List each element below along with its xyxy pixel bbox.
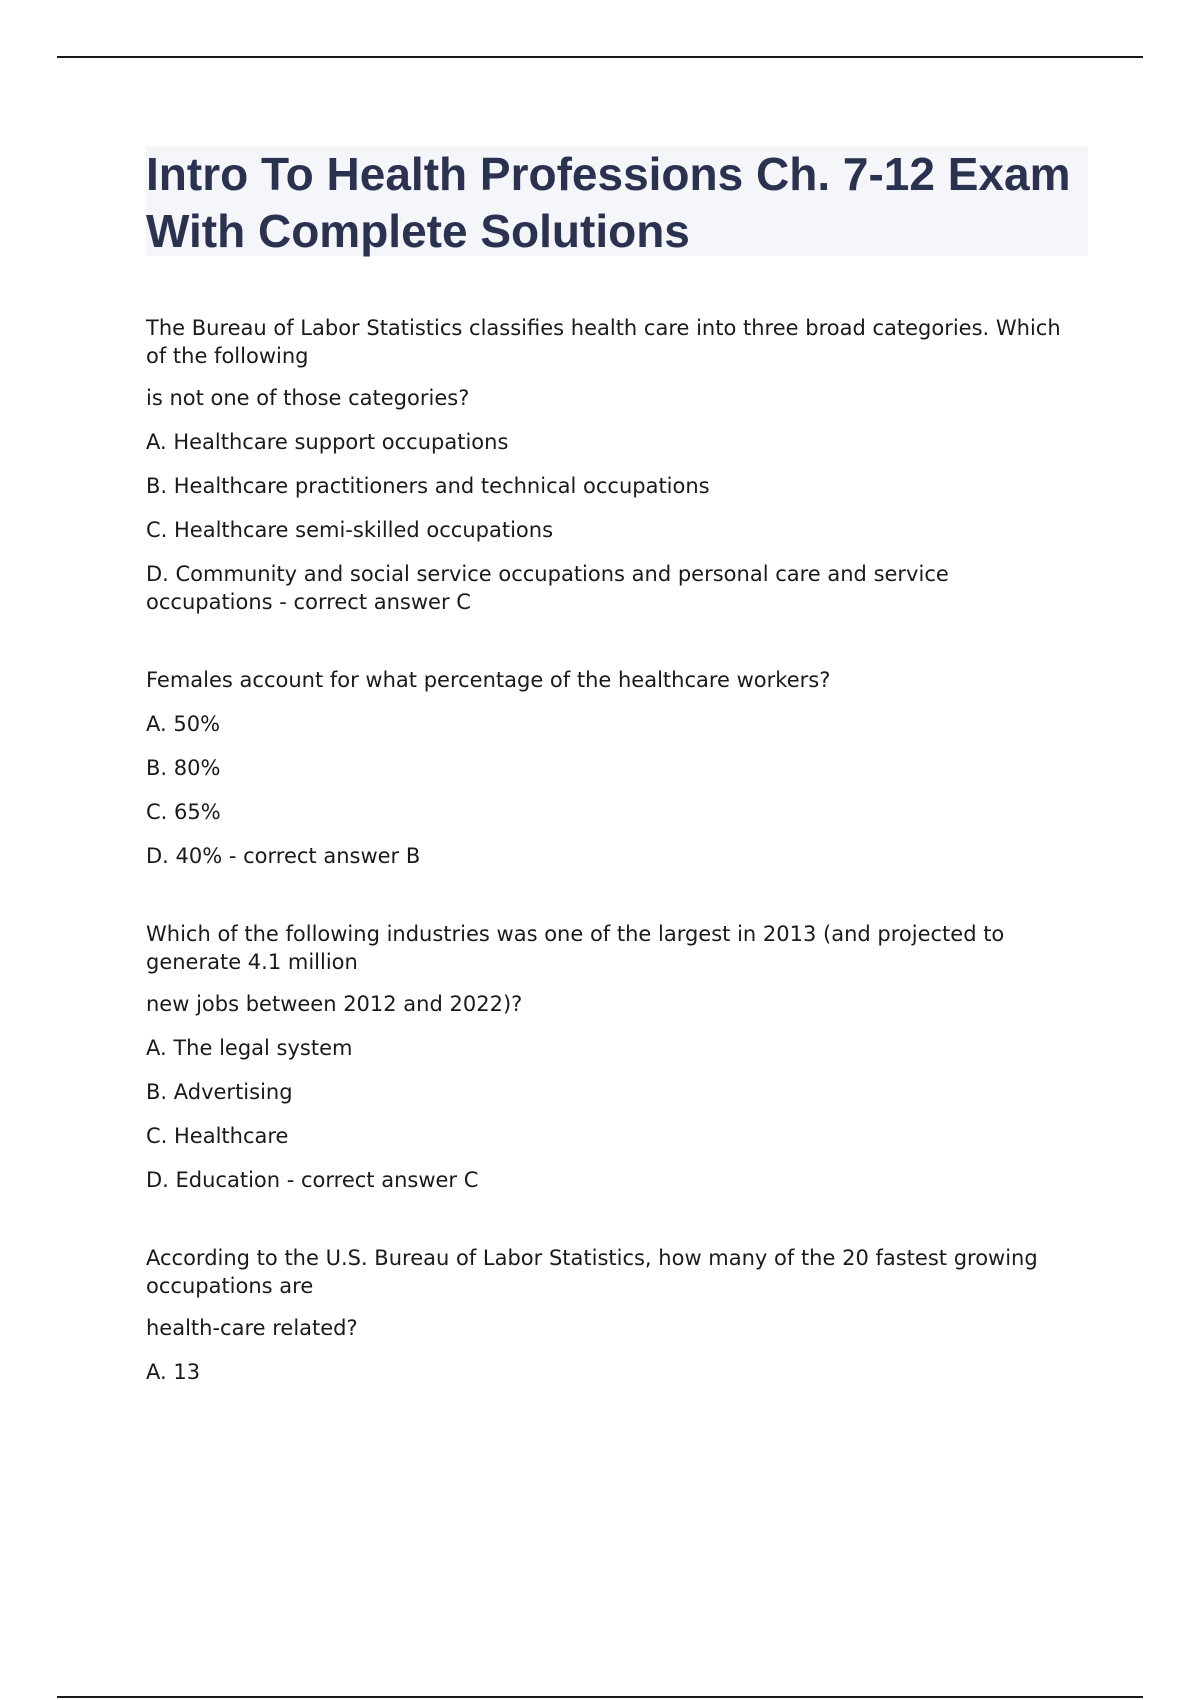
question-3 [146,920,1066,1194]
question-stem: According to the U.S. Bureau of Labor Statistics, how many of the 20 fastest growing occupations are [146,1246,1038,1298]
answer-option: C. 65% [146,800,221,824]
answer-option: A. 13 [146,1360,201,1384]
footer-rule [57,1696,1143,1698]
answer-option: C. Healthcare [146,1124,289,1148]
question-stem: new jobs between 2012 and 2022)? [146,992,523,1016]
answer-option: D. Education - correct answer C [146,1168,479,1192]
question-2 [146,666,1066,870]
header-rule [57,56,1143,58]
answer-option: B. 80% [146,756,221,780]
question-stem: is not one of those categories? [146,386,470,410]
question-1 [146,314,1066,616]
question-stem: health-care related? [146,1316,358,1340]
question-stem: Which of the following industries was one of the largest in 2013 (and projected to generate 4.1 million [146,922,1005,974]
answer-option: B. Advertising [146,1080,293,1104]
question-stem: Females account for what percentage of the healthcare workers? [146,668,831,692]
page-title: Intro To Health Professions Ch. 7-12 Exam With Complete Solutions [146,148,1071,257]
question-stem: The Bureau of Labor Statistics classifies health care into three broad categories. Which of the following [146,316,1061,368]
answer-option: A. 50% [146,712,221,736]
question-list [146,314,1066,1386]
answer-option: A. The legal system [146,1036,353,1060]
answer-option: D. Community and social service occupations and personal care and service occupations - correct answer C [146,562,949,614]
answer-option: D. 40% - correct answer B [146,844,421,868]
answer-option: A. Healthcare support occupations [146,430,509,454]
question-4 [146,1244,1066,1386]
answer-option: B. Healthcare practitioners and technical occupations [146,474,710,498]
answer-option: C. Healthcare semi-skilled occupations [146,518,554,542]
